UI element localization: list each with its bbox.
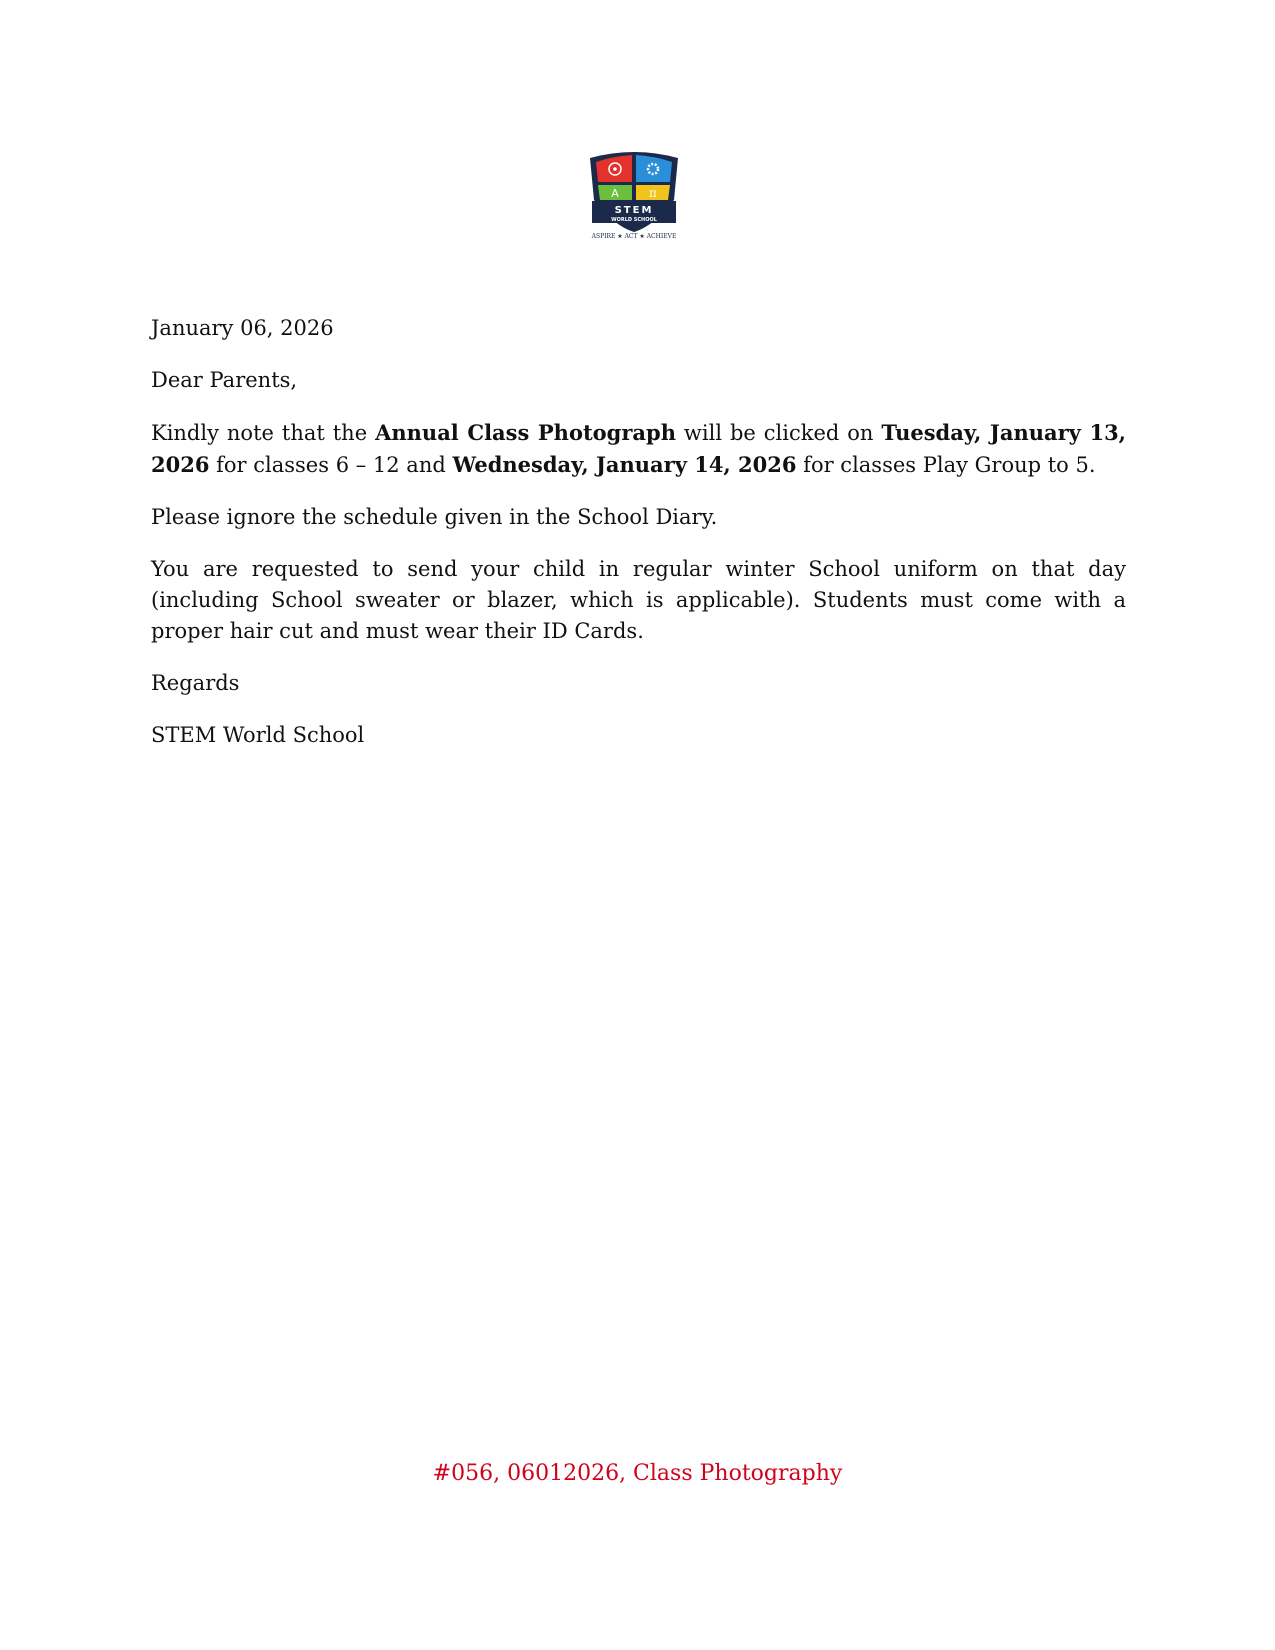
letter-body [151,313,1126,772]
svg-text:A: A [611,187,619,200]
date-senior-classes: Tuesday, January 13, 2026 [151,420,1126,477]
p1-text-2: will be clicked on [675,421,882,445]
logo-subtitle: WORLD SCHOOL [611,217,657,223]
stem-shield-icon [584,148,684,240]
logo-motto: ASPIRE ★ ACT ★ ACHIEVE [591,233,677,240]
logo-name: STEM [614,205,654,216]
school-logo [584,148,684,240]
event-name: Annual Class Photograph [375,420,676,445]
svg-text:π: π [649,186,657,200]
circular-reference: #056, 06012026, Class Photography [432,1461,843,1486]
letter-salutation: Dear Parents, [151,368,298,392]
announcement-paragraph [151,417,1126,481]
schedule-note-paragraph: Please ignore the schedule given in the School Diary. [151,505,718,529]
date-junior-classes: Wednesday, January 14, 2026 [452,452,797,477]
letter-date: January 06, 2026 [151,316,334,340]
letter-signature: STEM World School [151,723,365,747]
letter-closing: Regards [151,671,240,695]
p1-text-1: Kindly note that the [151,421,376,445]
uniform-paragraph: You are requested to send your child in regular winter School uniform on that day (including School sweater or blazer, which is applicable). Students must come with a proper hair cut and must wear their ID Cards. [151,557,1126,643]
p1-text-4: for classes Play Group to 5. [796,453,1096,477]
p1-text-3: for classes 6 – 12 and [209,453,453,477]
